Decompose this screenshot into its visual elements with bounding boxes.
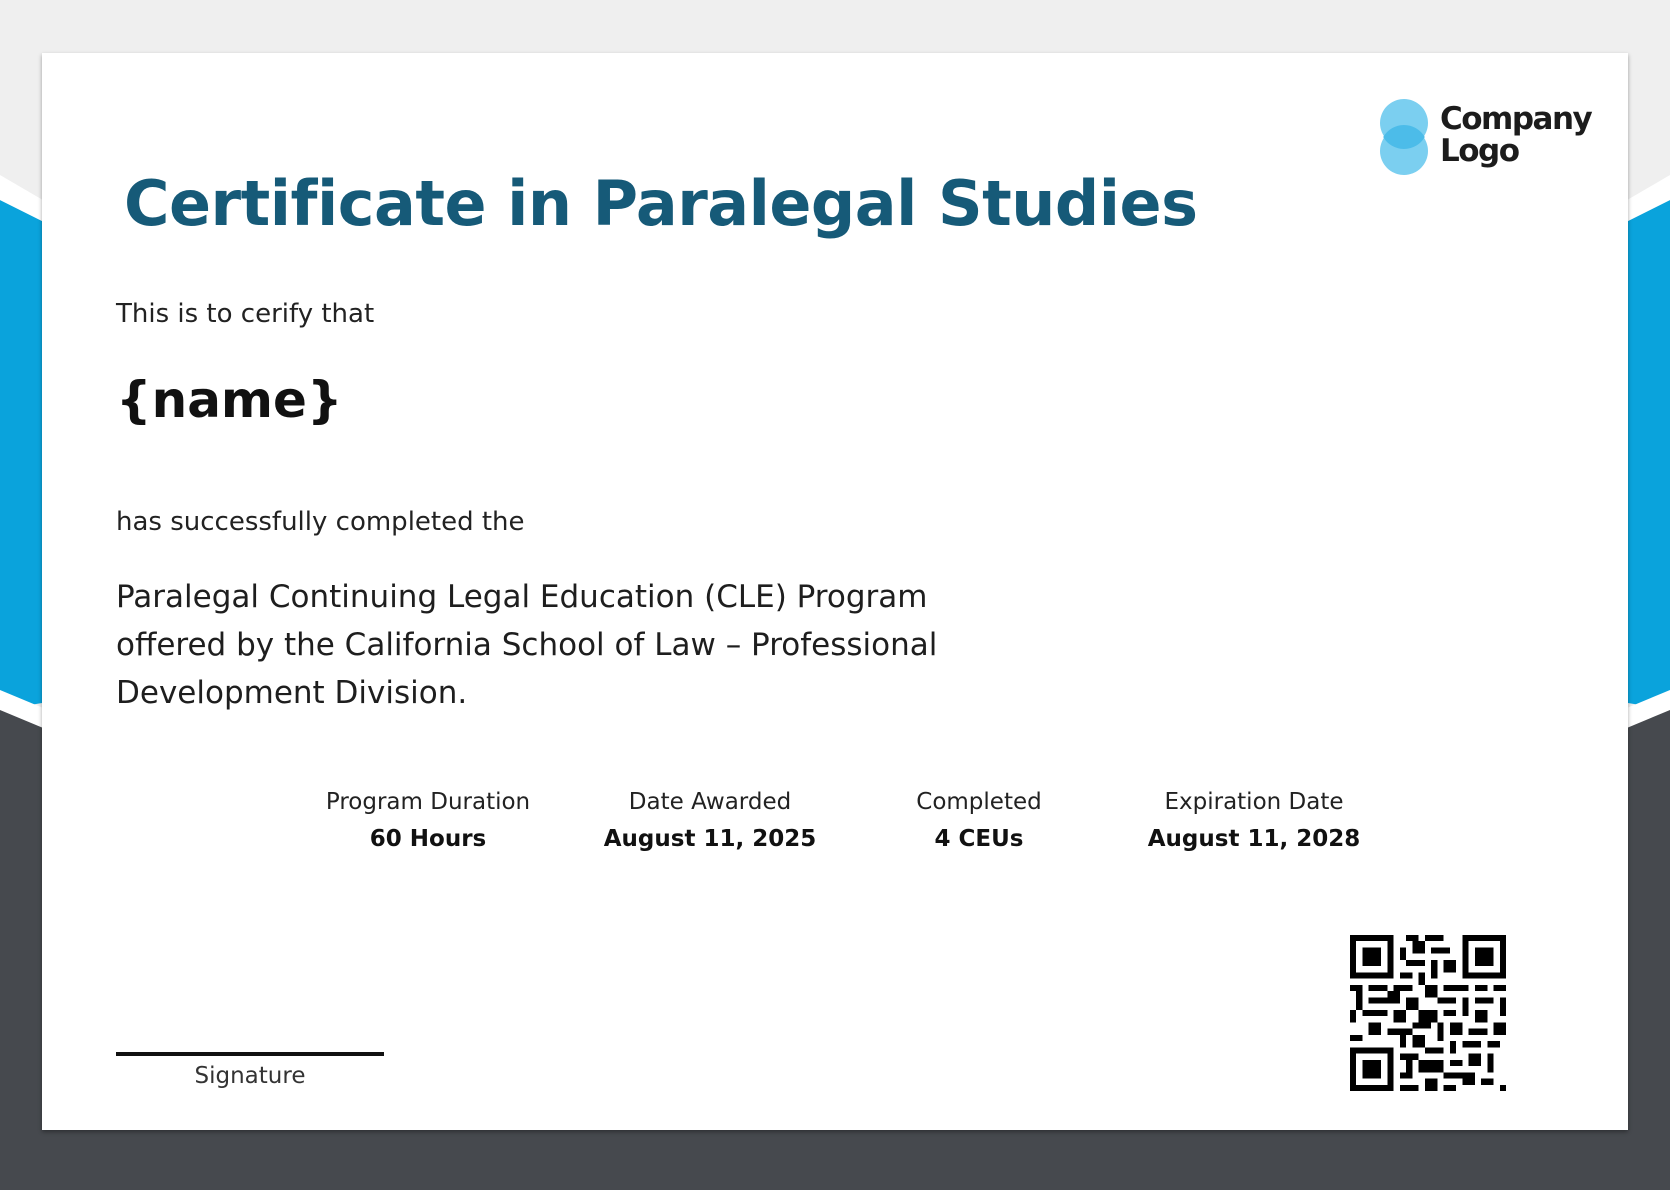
company-logo (1380, 99, 1592, 179)
qr-code-icon (1350, 935, 1506, 1091)
stat-label: Completed (916, 789, 1042, 815)
stat-value: 4 CEUs (934, 826, 1024, 852)
recipient-name: {name} (116, 371, 343, 429)
signature-line (116, 1052, 384, 1056)
certificate-title: Certificate in Paralegal Studies (124, 167, 1198, 240)
signature-label: Signature (194, 1063, 306, 1089)
overlapping-circles-icon (1380, 99, 1436, 175)
stat-label: Date Awarded (628, 789, 792, 815)
program-description (116, 573, 1016, 717)
certify-intro: This is to cerify that (116, 299, 375, 329)
program-line: Development Division. (116, 675, 468, 711)
certificate-card (42, 53, 1628, 1130)
program-line: Paralegal Continuing Legal Education (CLE) Program (116, 579, 928, 615)
logo-text (1440, 103, 1591, 167)
completion-statement: has successfully completed the (116, 507, 525, 537)
logo-line-1: Company (1440, 101, 1592, 137)
stat-value: August 11, 2028 (1147, 826, 1361, 852)
logo-line-2: Logo (1440, 133, 1519, 169)
stat-value: August 11, 2025 (603, 826, 817, 852)
program-line: offered by the California School of Law – Professional (116, 627, 938, 663)
stat-label: Expiration Date (1164, 789, 1344, 815)
stat-date-awarded (570, 783, 850, 857)
stat-program-duration (288, 783, 568, 857)
stat-label: Program Duration (325, 789, 531, 815)
stat-completed (839, 783, 1119, 857)
stat-expiration-date (1114, 783, 1394, 857)
stat-value: 60 Hours (369, 826, 487, 852)
